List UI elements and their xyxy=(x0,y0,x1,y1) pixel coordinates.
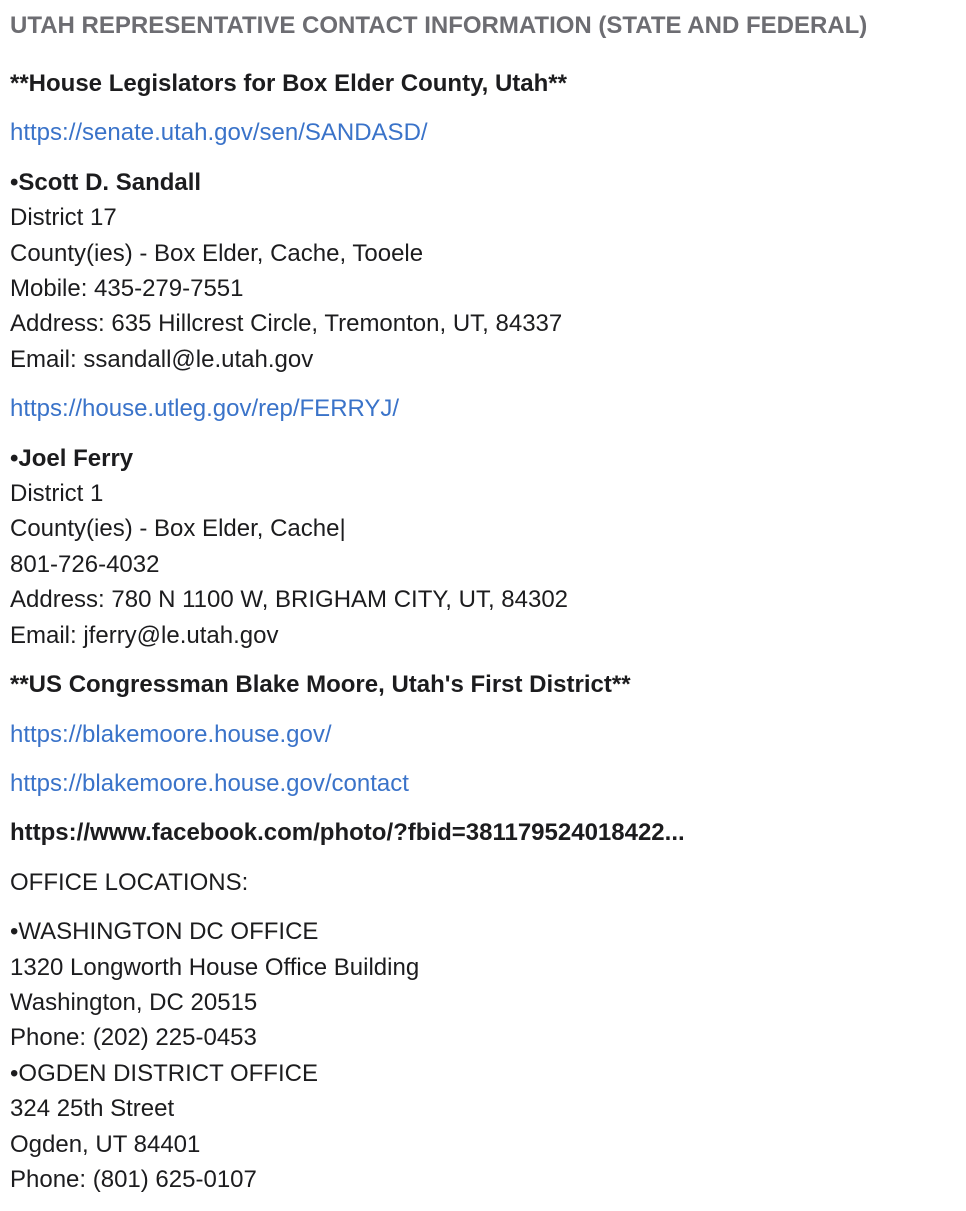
link-block-ferry xyxy=(10,391,956,426)
rep-address-sandall: Address: 635 Hillcrest Circle, Tremonton, UT, 84337 xyxy=(10,310,563,338)
office-list xyxy=(10,914,956,1197)
office-address-dc-2: Washington, DC 20515 xyxy=(10,988,258,1016)
link-block-facebook xyxy=(10,815,956,850)
rep-email-sandall: Email: ssandall@le.utah.gov xyxy=(10,345,314,373)
office-address-ogden-2: Ogden, UT 84401 xyxy=(10,1130,201,1158)
rep-phone-ferry: 801-726-4032 xyxy=(10,550,160,578)
heading-house-legislators: **House Legislators for Box Elder County, Utah** xyxy=(10,70,567,97)
rep-counties-ferry: County(ies) - Box Elder, Cache| xyxy=(10,515,346,543)
rep-email-ferry: Email: jferry@le.utah.gov xyxy=(10,621,279,649)
link-block-moore-contact xyxy=(10,766,956,801)
rep-name-sandall: •Scott D. Sandall xyxy=(10,168,202,196)
office-address-ogden-1: 324 25th Street xyxy=(10,1095,175,1123)
office-locations-label: OFFICE LOCATIONS: xyxy=(10,868,249,896)
heading-congressman: **US Congressman Blake Moore, Utah's First District** xyxy=(10,671,631,699)
office-phone-ogden: Phone: (801) 625-0107 xyxy=(10,1165,257,1193)
section-heading-house xyxy=(10,66,956,101)
rep-card-sandall xyxy=(10,165,956,377)
office-name-dc: •WASHINGTON DC OFFICE xyxy=(10,918,319,946)
facebook-url[interactable]: https://www.facebook.com/photo/?fbid=381179524018422... xyxy=(10,819,685,847)
office-locations-label-block xyxy=(10,865,956,900)
office-phone-dc: Phone: (202) 225-0453 xyxy=(10,1024,257,1052)
rep-district-sandall: District 17 xyxy=(10,204,117,232)
rep-address-ferry: Address: 780 N 1100 W, BRIGHAM CITY, UT, 84302 xyxy=(10,586,569,614)
document-body xyxy=(10,66,956,1211)
rep-counties-sandall: County(ies) - Box Elder, Cache, Tooele xyxy=(10,239,424,267)
office-address-dc-1: 1320 Longworth House Office Building xyxy=(10,953,420,981)
rep-name-ferry: •Joel Ferry xyxy=(10,444,134,472)
rep-district-ferry: District 1 xyxy=(10,480,104,508)
section-heading-congress xyxy=(10,667,956,702)
rep-phone-sandall: Mobile: 435-279-7551 xyxy=(10,275,244,303)
link-block-sandall xyxy=(10,115,956,150)
link-block-moore-home xyxy=(10,717,956,752)
moore-home-link[interactable]: https://blakemoore.house.gov/ xyxy=(10,720,332,748)
senate-link-sandall[interactable]: https://senate.utah.gov/sen/SANDASD/ xyxy=(10,119,428,147)
page-title: UTAH REPRESENTATIVE CONTACT INFORMATION (STATE AND FEDERAL) xyxy=(10,12,868,39)
moore-contact-link[interactable]: https://blakemoore.house.gov/contact xyxy=(10,769,409,797)
office-name-ogden: •OGDEN DISTRICT OFFICE xyxy=(10,1059,318,1087)
rep-card-ferry xyxy=(10,441,956,653)
house-link-ferry[interactable]: https://house.utleg.gov/rep/FERRYJ/ xyxy=(10,395,400,423)
